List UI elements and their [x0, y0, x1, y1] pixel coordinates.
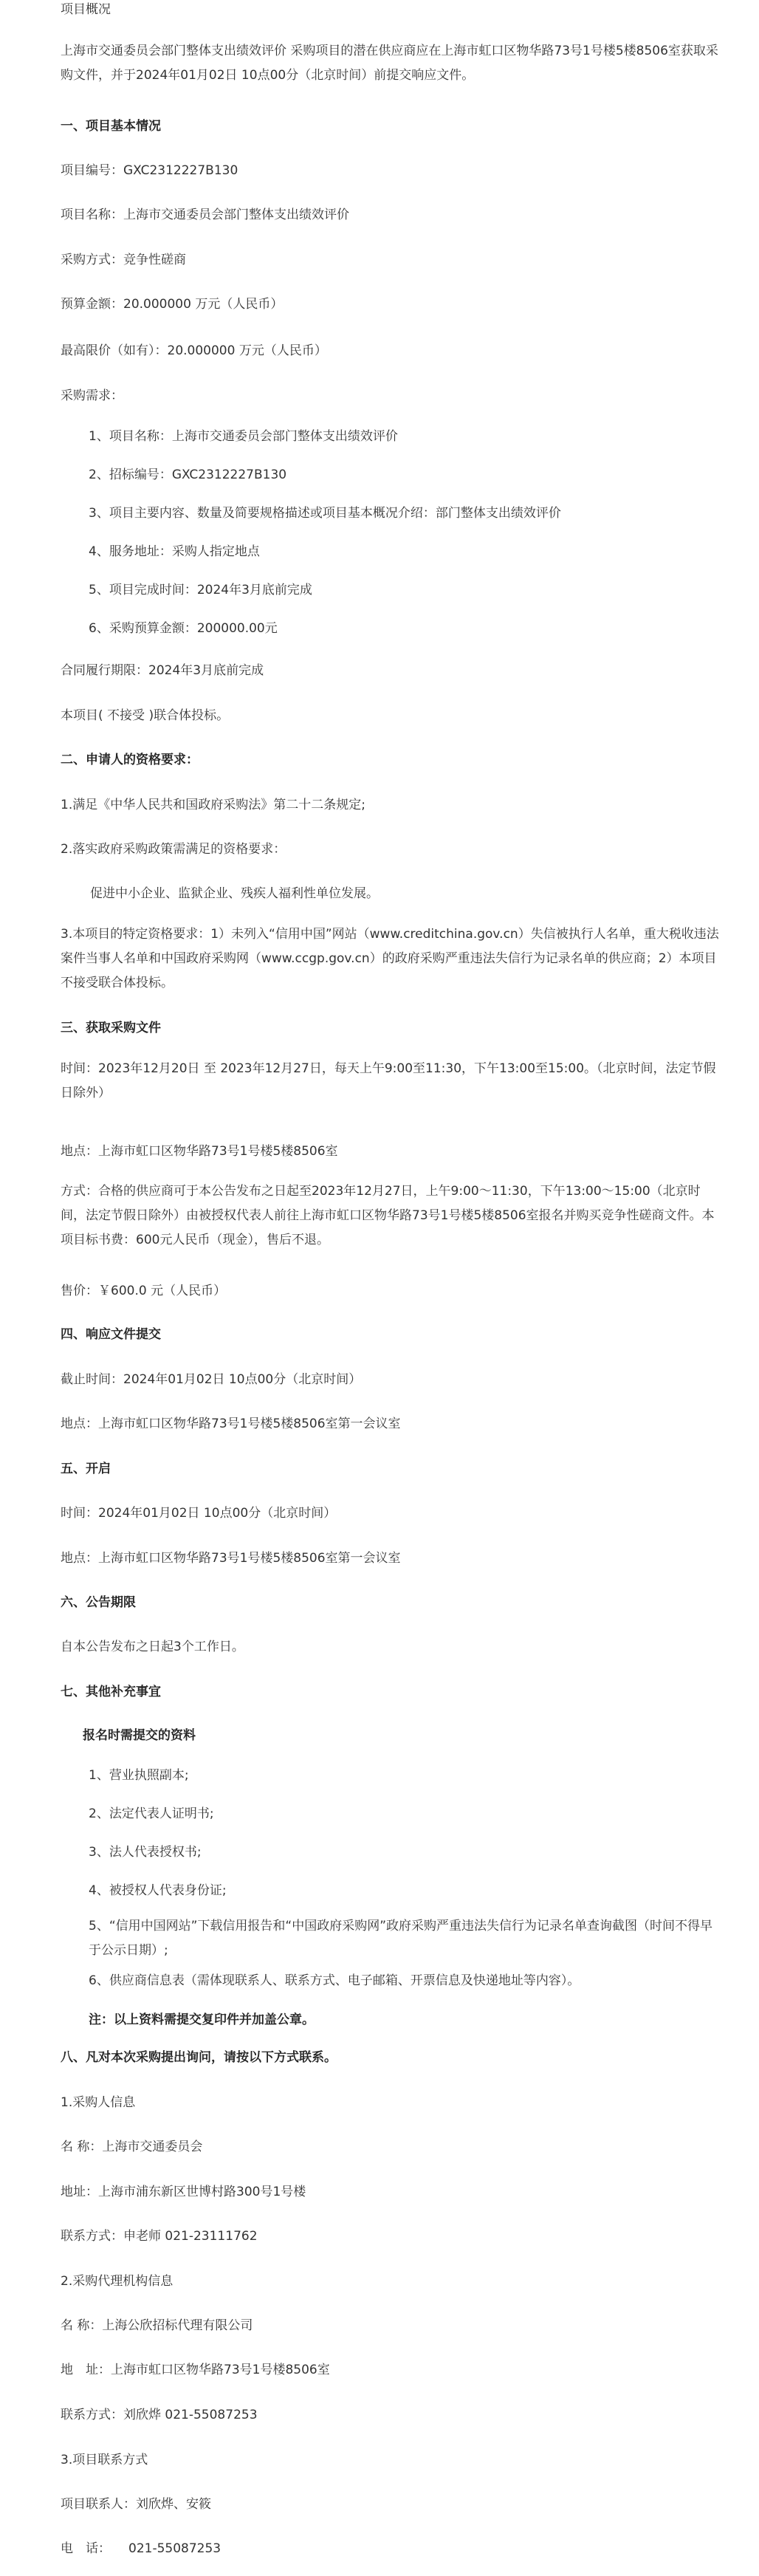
material-item: 3、法人代表授权书; [89, 1845, 202, 1860]
qualification-item-2-detail: 促进中小企业、监狱企业、残疾人福利性单位发展。 [90, 886, 379, 901]
materials-note: 注：以上资料需提交复印件并加盖公章。 [89, 2012, 315, 2027]
consortium-note: 本项目( 不接受 )联合体投标。 [61, 708, 230, 723]
submission-place: 地点：上海市虹口区物华路73号1号楼5楼8506室第一会议室 [61, 1417, 401, 1431]
overview-text: 上海市交通委员会部门整体支出绩效评价 采购项目的潜在供应商应在上海市虹口区物华路73号1号楼5楼8506室获取采购文件，并于2024年01月02日 10点00分（北京时间）前提交响应文件。 [61, 44, 718, 83]
section-8-heading: 八、凡对本次采购提出询问，请按以下方式联系。 [61, 2050, 337, 2065]
document-obtain-method: 方式：合格的供应商可于本公告发布之日起至2023年12月27日，上午9:00～11:30，下午13:00～15:00（北京时间，法定节假日除外）由被授权代表人前往上海市虹口区物华路73号1号楼5楼8506室报名并购买竞争性磋商文件。本项目标书费：600元人民币（现金），售后不退。 [61, 1184, 715, 1247]
announcement-period: 自本公告发布之日起3个工作日。 [61, 1640, 244, 1654]
opening-place: 地点：上海市虹口区物华路73号1号楼5楼8506室第一会议室 [61, 1551, 401, 1566]
section-2-heading: 二、申请人的资格要求： [61, 753, 199, 767]
procurement-method: 采购方式：竞争性磋商 [61, 253, 186, 267]
material-item: 6、供应商信息表（需体现联系人、联系方式、电子邮箱、开票信息及快递地址等内容）。 [89, 1973, 580, 1988]
agency-name: 名 称：上海公欣招标代理有限公司 [61, 2318, 253, 2333]
document-obtain-place: 地点：上海市虹口区物华路73号1号楼5楼8506室 [61, 1144, 338, 1159]
phone-label: 电 话： [61, 2541, 111, 2556]
budget-amount: 预算金额：20.000000 万元（人民币） [61, 297, 284, 312]
project-contacts: 项目联系人：刘欣烨、安筱 [61, 2497, 211, 2512]
agency-address: 地 址：上海市虹口区物华路73号1号楼8506室 [61, 2363, 330, 2377]
contract-period: 合同履行期限：2024年3月底前完成 [61, 663, 264, 678]
opening-time: 时间：2024年01月02日 10点00分（北京时间） [61, 1506, 337, 1521]
qualification-item-1: 1.满足《中华人民共和国政府采购法》第二十二条规定; [61, 798, 365, 812]
max-price: 最高限价（如有）：20.000000 万元（人民币） [61, 343, 327, 358]
requirement-item: 5、项目完成时间：2024年3月底前完成 [89, 583, 312, 597]
material-item: 4、被授权人代表身份证; [89, 1883, 227, 1898]
requirement-item: 4、服务地址：采购人指定地点 [89, 544, 260, 559]
section-5-heading: 五、开启 [61, 1462, 111, 1476]
buyer-info-title: 1.采购人信息 [61, 2095, 136, 2110]
project-name: 项目名称：上海市交通委员会部门整体支出绩效评价 [61, 208, 349, 222]
document-obtain-time: 时间：2023年12月20日 至 2023年12月27日，每天上午9:00至11:30，下午13:00至15:00。（北京时间，法定节假日除外） [61, 1061, 716, 1100]
material-item: 5、“信用中国网站”下载信用报告和“中国政府采购网”政府采购严重违法失信行为记录名单查询截图（时间不得早于公示日期）; [89, 1919, 713, 1958]
requirement-item: 1、项目名称：上海市交通委员会部门整体支出绩效评价 [89, 429, 398, 444]
phone-value: 021-55087253 [128, 2541, 221, 2556]
project-contact-title: 3.项目联系方式 [61, 2453, 148, 2467]
qualification-item-2: 2.落实政府采购政策需满足的资格要求： [61, 842, 286, 857]
document-price: 售价：￥600.0 元（人民币） [61, 1284, 227, 1298]
project-phone [61, 2541, 221, 2557]
section-6-heading: 六、公告期限 [61, 1595, 136, 1610]
material-item: 2、法定代表人证明书; [89, 1806, 214, 1821]
submission-deadline: 截止时间：2024年01月02日 10点00分（北京时间） [61, 1372, 362, 1387]
buyer-contact: 联系方式：申老师 021-23111762 [61, 2229, 258, 2244]
material-item: 1、营业执照副本; [89, 1768, 189, 1783]
overview-title: 项目概况 [61, 2, 111, 17]
agency-contact: 联系方式：刘欣烨 021-55087253 [61, 2408, 258, 2422]
project-number: 项目编号：GXC2312227B130 [61, 163, 238, 178]
requirement-item: 2、招标编号：GXC2312227B130 [89, 467, 287, 482]
section-7-heading: 七、其他补充事宜 [61, 1685, 161, 1699]
buyer-address: 地址：上海市浦东新区世博村路300号1号楼 [61, 2185, 306, 2199]
agency-info-title: 2.采购代理机构信息 [61, 2274, 174, 2289]
requirements-label: 采购需求： [61, 388, 123, 403]
section-3-heading: 三、获取采购文件 [61, 1021, 161, 1035]
qualification-item-3: 3.本项目的特定资格要求：1）未列入“信用中国”网站（www.creditchina.gov.cn）失信被执行人名单，重大税收违法案件当事人名单和中国政府采购网（www.ccgp.gov.cn）的政府采购严重违法失信行为记录名单的供应商；2）本项目不接受联合体投标。 [61, 927, 719, 990]
requirement-item: 6、采购预算金额：200000.00元 [89, 621, 278, 636]
requirement-item: 3、项目主要内容、数量及简要规格描述或项目基本概况介绍：部门整体支出绩效评价 [89, 506, 561, 521]
registration-materials-heading: 报名时需提交的资料 [83, 1728, 196, 1743]
section-4-heading: 四、响应文件提交 [61, 1327, 161, 1342]
buyer-name: 名 称：上海市交通委员会 [61, 2140, 203, 2154]
section-1-heading: 一、项目基本情况 [61, 119, 161, 134]
